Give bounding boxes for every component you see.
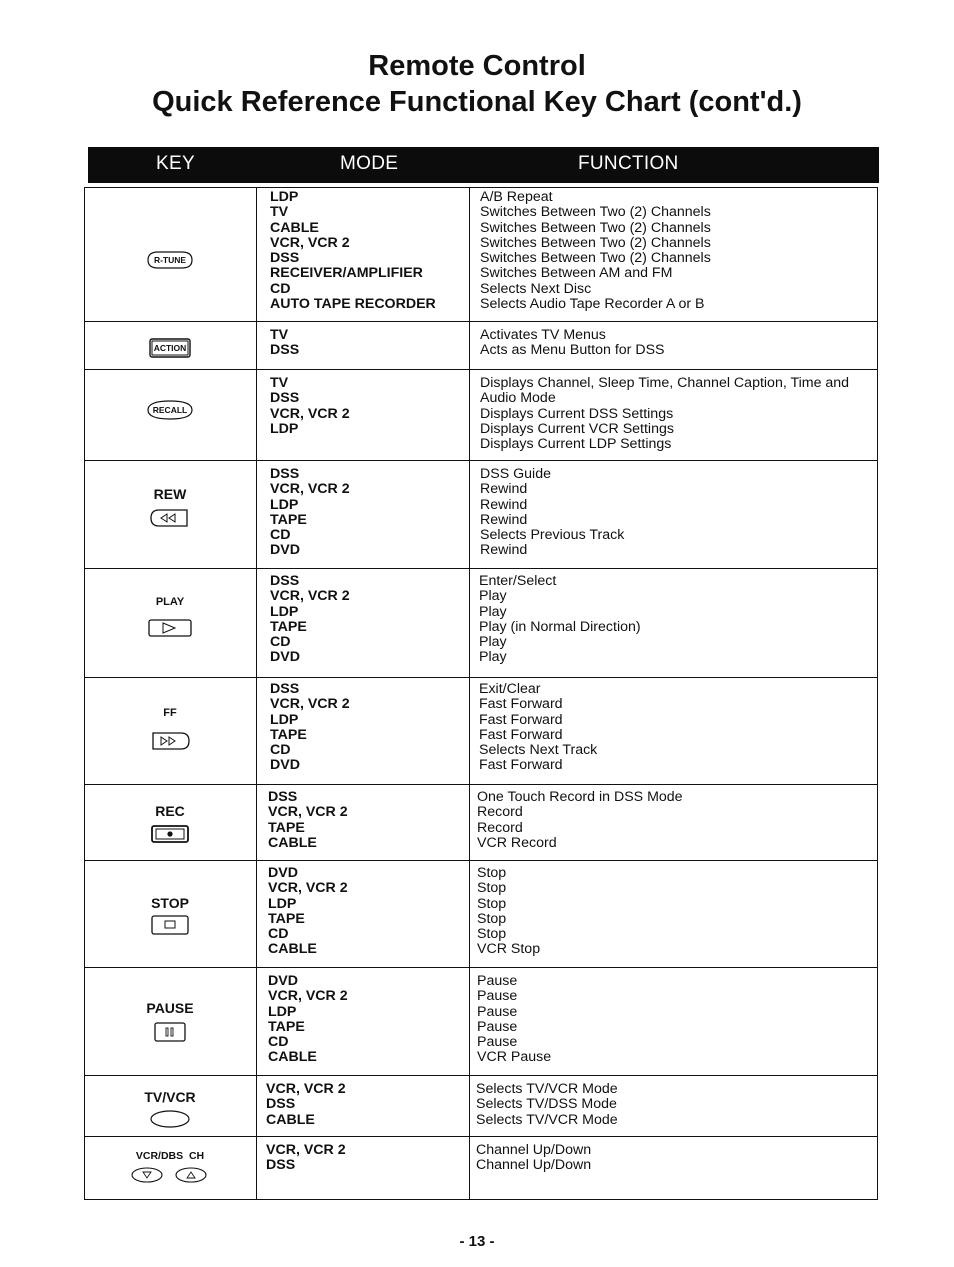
function-item: Stop — [477, 910, 507, 927]
function-list — [477, 790, 683, 851]
mode-item: VCR, VCR 2 — [270, 234, 350, 251]
function-list — [480, 190, 711, 312]
function-item: One Touch Record in DSS Mode — [477, 789, 683, 805]
mode-item: DSS — [268, 789, 298, 805]
function-item: Rewind — [480, 511, 528, 528]
row-divider — [84, 369, 878, 370]
mode-item: LDP — [270, 420, 299, 437]
function-item: Stop — [477, 865, 507, 881]
record-button-icon — [150, 824, 190, 844]
mode-item: VCR, VCR 2 — [270, 481, 350, 498]
function-item: Record — [477, 804, 523, 821]
key-button-text: ACTION — [153, 343, 187, 353]
row-divider — [84, 568, 878, 569]
mode-item: VCR, VCR 2 — [270, 588, 350, 605]
function-item: Play — [479, 588, 507, 605]
key-label: VCR/DBS CH — [135, 1150, 205, 1162]
function-item: Pause — [477, 988, 518, 1005]
play-button-icon — [147, 618, 193, 638]
function-item: Play — [479, 634, 507, 651]
row-divider — [84, 321, 878, 322]
mode-item: TAPE — [270, 511, 307, 528]
mode-item: CABLE — [268, 834, 317, 851]
mode-item: DSS — [270, 681, 300, 697]
function-item: Play (in Normal Direction) — [479, 618, 641, 635]
mode-item: CD — [268, 1034, 289, 1051]
key-label: TV/VCR — [144, 1089, 196, 1105]
key-label: STOP — [151, 895, 189, 911]
header-key: KEY — [156, 153, 195, 174]
table-row — [84, 784, 879, 860]
mode-item: DSS — [266, 1157, 296, 1174]
function-item: Stop — [477, 880, 507, 897]
mode-item: RECEIVER/AMPLIFIER — [270, 265, 423, 282]
table-left-border — [84, 187, 85, 1199]
page-title-line-2: Quick Reference Functional Key Chart (cont'd.) — [152, 86, 802, 118]
mode-item: VCR, VCR 2 — [268, 880, 348, 897]
function-item: Play — [479, 649, 507, 666]
recall-button-icon — [143, 399, 197, 421]
row-divider — [84, 1075, 878, 1076]
function-list — [480, 376, 849, 452]
function-item: DSS Guide — [480, 466, 551, 482]
mode-item: LDP — [270, 189, 299, 205]
action-button-icon — [148, 337, 192, 359]
function-item: Selects Next Track — [479, 742, 598, 759]
r-tune-button-icon — [142, 249, 198, 271]
tv-vcr-button-icon — [148, 1109, 192, 1129]
key-cell — [84, 860, 256, 967]
key-cell — [84, 321, 256, 369]
mode-item: DSS — [270, 342, 300, 359]
table-row — [84, 677, 879, 784]
function-item: VCR Record — [477, 834, 557, 851]
mode-item: DVD — [268, 865, 298, 881]
mode-item: DSS — [270, 466, 300, 482]
mode-item: CABLE — [268, 1049, 317, 1066]
function-item: Pause — [477, 1034, 518, 1051]
function-item: Rewind — [480, 496, 528, 513]
function-list — [479, 574, 641, 666]
key-cell — [84, 187, 256, 321]
function-item: Fast Forward — [479, 711, 563, 728]
mode-item: LDP — [270, 603, 299, 620]
mode-list — [266, 1143, 346, 1174]
function-item: Audio Mode — [480, 390, 556, 407]
mode-item: LDP — [268, 895, 297, 912]
function-item: Selects TV/DSS Mode — [476, 1096, 617, 1113]
function-item: Exit/Clear — [479, 681, 541, 697]
mode-item: DSS — [266, 1096, 296, 1113]
function-item: Displays Current VCR Settings — [480, 420, 674, 437]
function-item: Pause — [477, 1003, 518, 1020]
mode-list — [266, 1082, 346, 1128]
mode-item: TAPE — [270, 618, 307, 635]
function-list — [477, 974, 551, 1066]
table-row — [84, 860, 879, 967]
mode-item: AUTO TAPE RECORDER — [270, 296, 436, 313]
key-cell — [84, 784, 256, 860]
pause-button-icon — [153, 1021, 187, 1043]
mode-item: DVD — [270, 542, 300, 559]
function-item: Selects TV/VCR Mode — [476, 1111, 618, 1128]
mode-item: DVD — [268, 973, 298, 989]
mode-item: CD — [268, 926, 289, 943]
mode-item: DSS — [270, 390, 300, 407]
mode-item: DVD — [270, 649, 300, 666]
mode-item: DVD — [270, 757, 300, 774]
function-item: Displays Current LDP Settings — [480, 436, 672, 453]
row-divider — [84, 784, 878, 785]
function-list — [477, 866, 540, 958]
table-row — [84, 1075, 879, 1136]
function-item: Pause — [477, 973, 518, 989]
key-button-text: RECALL — [152, 405, 188, 415]
mode-item: DSS — [270, 250, 300, 267]
table-header — [88, 147, 879, 183]
key-cell — [84, 967, 256, 1075]
function-item: Stop — [477, 895, 507, 912]
mode-list — [268, 974, 348, 1066]
function-item: Play — [479, 603, 507, 620]
mode-item: VCR, VCR 2 — [268, 988, 348, 1005]
key-cell — [84, 1136, 256, 1199]
mode-list — [270, 376, 350, 437]
function-item: Acts as Menu Button for DSS — [480, 342, 665, 359]
mode-item: VCR, VCR 2 — [266, 1142, 346, 1158]
mode-item: CABLE — [268, 941, 317, 958]
key-cell — [84, 677, 256, 784]
column-divider-mode-function — [469, 187, 470, 1199]
function-item: Enter/Select — [479, 573, 557, 589]
table-row — [84, 369, 879, 460]
mode-item: CD — [270, 742, 291, 759]
mode-list — [268, 790, 348, 851]
function-item: Channel Up/Down — [476, 1142, 592, 1158]
rewind-button-icon — [149, 508, 191, 528]
function-item: Switches Between AM and FM — [480, 265, 673, 282]
header-function: FUNCTION — [578, 153, 679, 174]
mode-list — [270, 328, 299, 359]
function-list — [480, 467, 624, 559]
mode-item: TV — [270, 327, 289, 343]
function-item: Fast Forward — [479, 726, 563, 743]
mode-item: TAPE — [270, 726, 307, 743]
page-number: - 13 - — [459, 1233, 495, 1250]
mode-list — [268, 866, 348, 958]
function-item: Selects Audio Tape Recorder A or B — [480, 296, 705, 313]
stop-button-icon — [150, 914, 190, 936]
row-divider — [84, 460, 878, 461]
function-list — [479, 682, 597, 774]
mode-list — [270, 467, 350, 559]
function-item: Stop — [477, 926, 507, 943]
key-label: REC — [155, 803, 185, 819]
key-button-text: R-TUNE — [153, 255, 187, 265]
key-label: FF — [163, 707, 177, 719]
row-divider — [84, 860, 878, 861]
table-row — [84, 568, 879, 677]
function-list — [476, 1143, 591, 1174]
channel-up-down-buttons-icon — [129, 1166, 211, 1184]
mode-item: LDP — [270, 496, 299, 513]
key-cell — [84, 1075, 256, 1136]
key-label: PAUSE — [146, 1000, 194, 1016]
fast-forward-button-icon — [149, 731, 191, 751]
row-divider — [84, 187, 878, 188]
table-row — [84, 1136, 879, 1199]
function-item: Fast Forward — [479, 757, 563, 774]
table-row — [84, 967, 879, 1075]
mode-item: LDP — [268, 1003, 297, 1020]
function-item: Selects Next Disc — [480, 280, 592, 297]
function-item: Switches Between Two (2) Channels — [480, 204, 711, 221]
function-item: VCR Pause — [477, 1049, 552, 1066]
function-item: Switches Between Two (2) Channels — [480, 250, 711, 267]
mode-item: CD — [270, 280, 291, 297]
function-item: Rewind — [480, 481, 528, 498]
mode-item: CD — [270, 527, 291, 544]
function-item: Displays Current DSS Settings — [480, 405, 674, 422]
function-item: Displays Channel, Sleep Time, Channel Caption, Time and — [480, 375, 850, 391]
mode-item: VCR, VCR 2 — [270, 696, 350, 713]
mode-item: TV — [270, 204, 289, 221]
function-item: Switches Between Two (2) Channels — [480, 234, 711, 251]
function-item: Switches Between Two (2) Channels — [480, 219, 711, 236]
key-label: PLAY — [155, 596, 185, 608]
function-item: Selects TV/VCR Mode — [476, 1081, 618, 1097]
mode-item: TV — [270, 375, 289, 391]
mode-list — [270, 190, 436, 312]
function-item: Pause — [477, 1018, 518, 1035]
function-list — [476, 1082, 618, 1128]
function-item: Record — [477, 819, 523, 836]
mode-list — [270, 682, 350, 774]
row-divider — [84, 677, 878, 678]
mode-item: VCR, VCR 2 — [266, 1081, 346, 1097]
row-divider — [84, 967, 878, 968]
mode-item: CABLE — [266, 1111, 315, 1128]
table-right-border — [877, 187, 878, 1199]
key-chart-table — [84, 147, 879, 1199]
row-divider — [84, 1136, 878, 1137]
header-mode: MODE — [340, 153, 399, 174]
mode-item: CABLE — [270, 219, 319, 236]
mode-item: LDP — [270, 711, 299, 728]
key-cell — [84, 568, 256, 677]
mode-item: TAPE — [268, 819, 305, 836]
column-divider-key-mode — [256, 187, 257, 1199]
mode-item: DSS — [270, 573, 300, 589]
mode-item: TAPE — [268, 1018, 305, 1035]
key-cell — [84, 460, 256, 568]
table-row — [84, 321, 879, 369]
function-item: VCR Stop — [477, 941, 541, 958]
row-divider — [84, 1199, 878, 1200]
function-item: Activates TV Menus — [480, 327, 606, 343]
page-title-line-1: Remote Control — [368, 50, 586, 82]
mode-item: CD — [270, 634, 291, 651]
mode-item: VCR, VCR 2 — [268, 804, 348, 821]
table-row — [84, 460, 879, 568]
function-item: Fast Forward — [479, 696, 563, 713]
table-row — [84, 187, 879, 321]
mode-list — [270, 574, 350, 666]
function-item: Selects Previous Track — [480, 527, 625, 544]
key-label: REW — [153, 486, 187, 502]
function-item: A/B Repeat — [480, 189, 553, 205]
function-item: Channel Up/Down — [476, 1157, 592, 1174]
function-list — [480, 328, 665, 359]
mode-item: VCR, VCR 2 — [270, 405, 350, 422]
function-item: Rewind — [480, 542, 528, 559]
key-cell — [84, 369, 256, 460]
mode-item: TAPE — [268, 910, 305, 927]
